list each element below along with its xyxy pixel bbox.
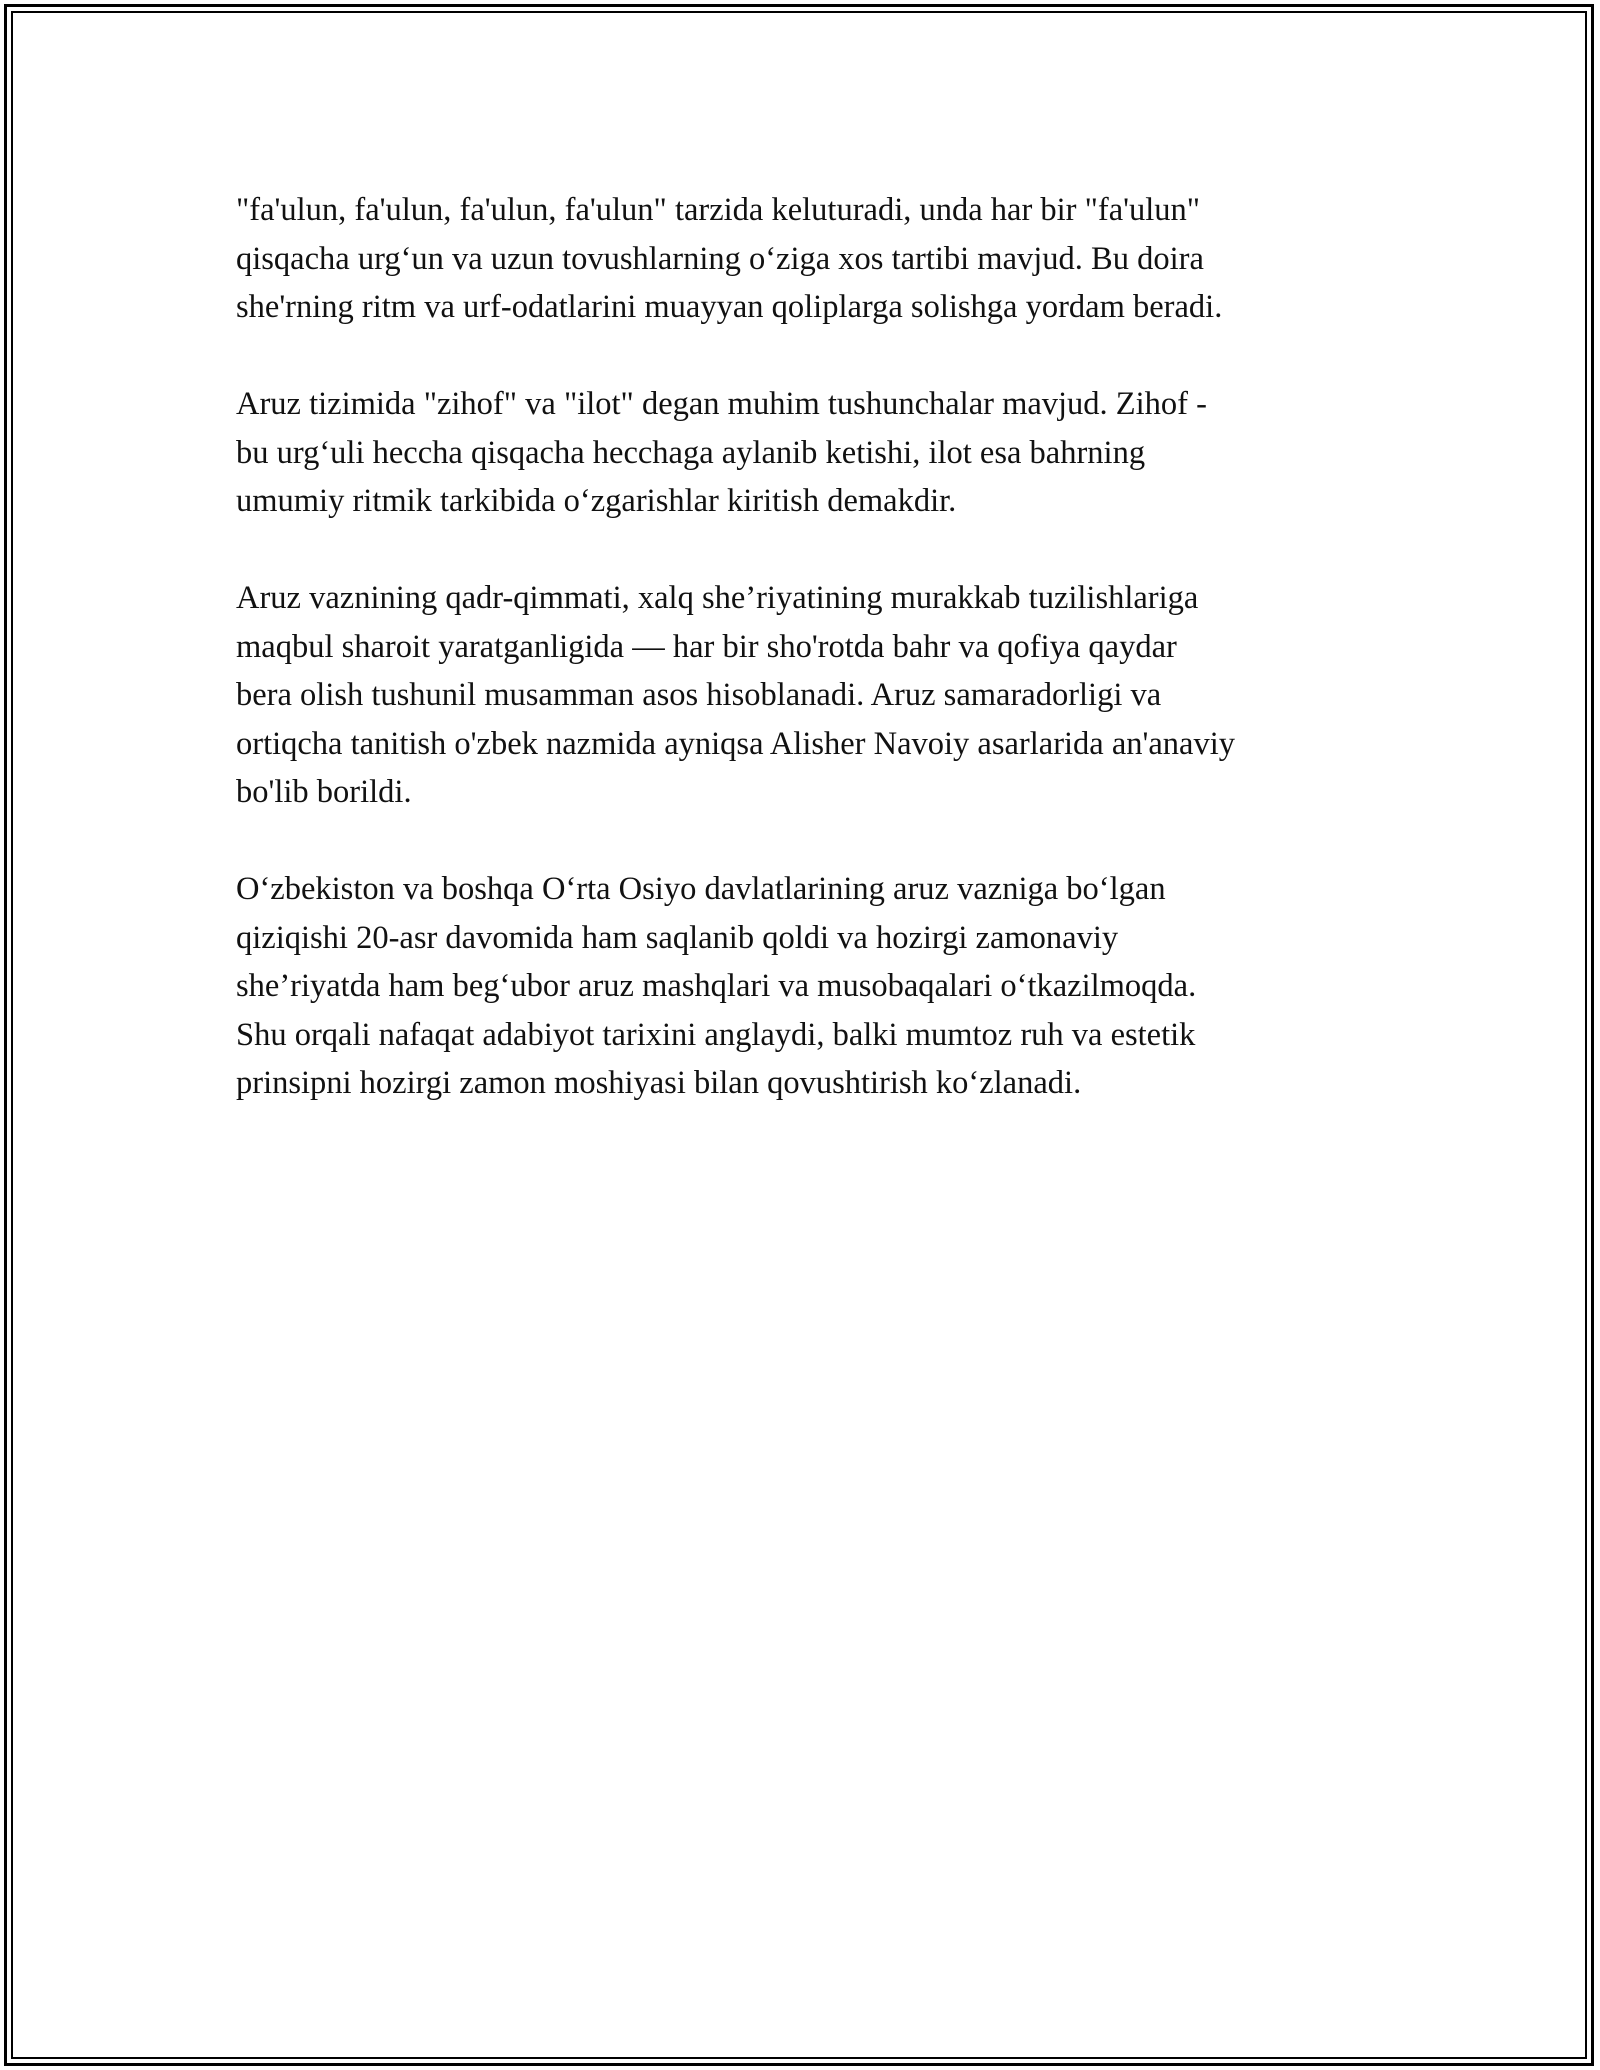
- paragraph-modern-interest: O‘zbekiston va boshqa O‘rta Osiyo davlatlarining aruz vazniga bo‘lgan qiziqishi 20-asr davomida ham saqlanib qoldi va hozirgi zamonaviy she’riyatda ham beg‘ubor aruz mashqlari va musobaqalari o‘tkazilmoqda. Shu orqali nafaqat adabiyot tarixini anglaydi, balki mumtoz ruh va estetik prinsipni hozirgi zamon moshiyasi bilan qovushtirish ko‘zlanadi.: [236, 871, 1197, 1101]
- paragraph-zihof-ilot: Aruz tizimida "zihof" va "ilot" degan muhim tushunchalar mavjud. Zihof - bu urg‘uli heccha qisqacha hecchaga aylanib ketishi, ilot esa bahrning umumiy ritmik tarkibida o‘zgarishlar kiritish demakdir.: [236, 386, 1207, 519]
- document-body: [236, 186, 1376, 1108]
- paragraph-aruz-value: Aruz vaznining qadr-qimmati, xalq she’riyatining murakkab tuzilishlariga maqbul sharoit yaratganligida — har bir sho'rotda bahr va qofiya qaydar bera olish tushunil musamman asos hisoblanadi. Aruz samaradorligi va ortiqcha tanitish o'zbek nazmida ayniqsa Alisher Navoiy asarlarida an'anaviy bo'lib borildi.: [236, 580, 1236, 810]
- paragraph-faulun-pattern: "fa'ulun, fa'ulun, fa'ulun, fa'ulun" tarzida keluturadi, unda har bir "fa'ulun" qisqacha urg‘un va uzun tovushlarning o‘ziga xos tartibi mavjud. Bu doira she'rning ritm va urf-odatlarini muayyan qoliplarga solishga yordam beradi.: [236, 192, 1223, 325]
